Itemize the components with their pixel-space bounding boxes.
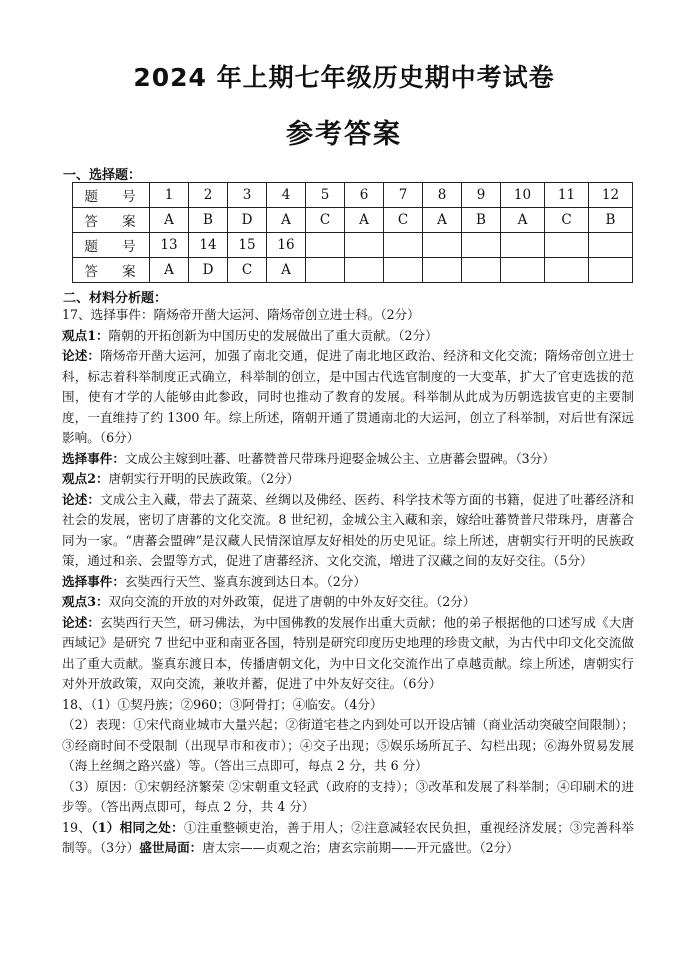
table-cell: B [462, 208, 501, 233]
label: 论述： [62, 491, 101, 507]
text: 玄奘西行天竺、鉴真东渡到达日本。（2分） [124, 573, 366, 589]
table-cell [306, 233, 345, 258]
table-cell [501, 258, 545, 283]
q17-argument-1 [62, 346, 634, 449]
text: 双向交流的开放的对外政策，促进了唐朝的中外友好交往。（2分） [108, 594, 476, 609]
table-cell [384, 258, 423, 283]
table-row-questions-1 [73, 183, 633, 208]
table-cell [501, 233, 545, 258]
table-cell: 4 [267, 183, 306, 208]
table-cell: 16 [267, 233, 306, 258]
table-cell: 10 [501, 183, 545, 208]
table-row-answers-1 [73, 208, 633, 233]
q17-view-3 [62, 592, 634, 613]
table-cell [423, 258, 462, 283]
text: 隋炀帝开凿大运河、隋炀帝创立进士科。（2分） [153, 307, 420, 322]
table-cell: A [345, 208, 384, 233]
table-cell: B [589, 208, 633, 233]
table-cell: 2 [189, 183, 228, 208]
q18-part-3: （3）原因：①宋朝经济繁荣 ②宋朝重文轻武（政府的支持）；③改革和发展了科举制；④印刷术的进步等。（答出两点即可，每点 2 分，共 4 分） [62, 778, 634, 814]
text: 唐太宗——贞观之治；唐玄宗前期——开元盛世。（2分） [202, 840, 519, 855]
prefix: 19、 [62, 819, 92, 835]
table-cell: A [423, 208, 462, 233]
row-label-answer: 答 案 [73, 258, 150, 283]
table-cell [423, 233, 462, 258]
table-cell: 7 [384, 183, 423, 208]
table-cell [462, 233, 501, 258]
table-cell: 15 [228, 233, 267, 258]
table-cell: 3 [228, 183, 267, 208]
table-row-answers-2 [73, 258, 633, 283]
label: 选择事件： [62, 450, 125, 466]
table-cell: A [267, 208, 306, 233]
table-cell [589, 233, 633, 258]
table-cell: C [306, 208, 345, 233]
table-cell [345, 233, 384, 258]
table-cell: A [267, 258, 306, 283]
q17-event-3 [62, 572, 634, 593]
table-cell: C [228, 258, 267, 283]
table-cell [545, 258, 589, 283]
table-cell [589, 258, 633, 283]
label: 观点3： [62, 594, 109, 609]
text: 文成公主入藏，带去了蔬菜、丝绸以及佛经、医药、科学技术等方面的书籍，促进了吐蕃经济和社会的发展，密切了唐蕃的文化交流。8 世纪初，金城公主入藏和亲，嫁给吐蕃赞普尺带珠丹，唐蕃合同为一家。“唐蕃会盟碑”是汉藏人民情深谊厚友好相处的历史见证。综上所述，唐朝实行开明的民族政策，通过和亲、会盟等方式，促进了唐蕃经济、文化交流，增进了汉藏之间的友好交往。（5分） [62, 491, 635, 568]
table-cell [462, 258, 501, 283]
table-row-questions-2 [73, 233, 633, 258]
label: 选择事件： [62, 573, 125, 589]
section-material-analysis-heading: 二、材料分析题： [63, 291, 168, 306]
table-cell: 13 [150, 233, 189, 258]
table-cell: C [545, 208, 589, 233]
label: 观点2： [62, 471, 109, 486]
table-cell: 14 [189, 233, 228, 258]
q17-event-1 [62, 305, 634, 326]
answer-content [62, 305, 634, 859]
table-cell: A [501, 208, 545, 233]
q19-part-1 [62, 818, 634, 859]
table-cell: D [189, 258, 228, 283]
text: ①注重整顿吏治，善于用人；②注意减轻农民负担，重视经济发展；③完善科举制等。（3分） [62, 819, 634, 855]
q18-part-1: 18、（1）①契丹族；②960；③阿骨打；④临安。（4分） [62, 696, 383, 712]
label: （1）相同之处： [91, 819, 184, 835]
table-cell: 8 [423, 183, 462, 208]
q17-argument-3 [62, 613, 634, 695]
q18-part-2: （2）表现：①宋代商业城市大量兴起；②街道宅巷之内到处可以开设店铺（商业活动突破空间限制）；③经商时间不受限制（出现早市和夜市）；④交子出现；⑤娱乐场所瓦子、勾栏出现；⑥海外贸易发展（海上丝绸之路兴盛）等。（答出三点即可，每点 2 分，共 6 分） [62, 717, 634, 773]
table-cell [384, 233, 423, 258]
text: 隋朝的开拓创新为中国历史的发展做出了重大贡献。（2分） [108, 327, 438, 343]
q17-argument-2 [62, 490, 634, 572]
table-cell [306, 258, 345, 283]
exam-title: 2024 年上期七年级历史期中考试卷 [133, 63, 555, 92]
label: 观点1： [62, 327, 109, 343]
table-cell: 9 [462, 183, 501, 208]
table-cell: B [189, 208, 228, 233]
table-cell: C [384, 208, 423, 233]
q17-view-1 [62, 326, 634, 347]
text: 文成公主嫁到吐蕃、吐蕃赞普尺带珠丹迎娶金城公主、立唐蕃会盟碑。（3分） [124, 450, 555, 466]
q17-event-2 [62, 449, 634, 470]
table-cell: 6 [345, 183, 384, 208]
label: 17、选择事件： [62, 307, 154, 322]
table-cell: 5 [306, 183, 345, 208]
section-multiple-choice-heading: 一、选择题： [63, 168, 142, 183]
text: 玄奘西行天竺，研习佛法，为中国佛教的发展作出重大贡献；他的弟子根据他的口述写成《大唐西域记》是研究 7 世纪中亚和南亚各国，特别是研究印度历史地理的珍贵文献，为古代中印文化交流做出了重大贡献。鉴真东渡日本，传播唐朝文化，为中日文化交流作出了卓越贡献。综上所述，唐朝实行对外开放政策，双向交流，兼收并蓄，促进了中外友好交往。（6分） [62, 614, 635, 691]
table-cell [345, 258, 384, 283]
table-cell: 11 [545, 183, 589, 208]
label: 论述： [62, 348, 101, 363]
table-cell: A [150, 208, 189, 233]
label: 论述： [62, 614, 101, 630]
table-cell: 1 [150, 183, 189, 208]
row-label-answer: 答 案 [73, 208, 150, 233]
label: 盛世局面： [139, 840, 203, 855]
table-cell: 12 [589, 183, 633, 208]
table-cell: D [228, 208, 267, 233]
text: 唐朝实行开明的民族政策。（2分） [108, 471, 300, 486]
text: 隋炀帝开凿大运河，加强了南北交通，促进了南北地区政治、经济和文化交流；隋炀帝创立进士科，标志着科举制度正式确立，科举制的创立，是中国古代选官制度的一大变革，扩大了官吏选拔的范围，使有才学的人能够由此参政，同时也推动了教育的发展。科举制从此成为历朝选拔官吏的主要制度，一直维持了约 1300 年。综上所述，隋朝开通了贯通南北的大运河，创立了科举制，对后世有深远影响。（6分） [62, 348, 635, 445]
table-cell [545, 233, 589, 258]
q17-view-2 [62, 469, 634, 490]
answer-table [72, 182, 633, 283]
table-cell: A [150, 258, 189, 283]
row-label-question: 题 号 [73, 233, 150, 258]
row-label-question: 题 号 [73, 183, 150, 208]
answer-key-subtitle: 参考答案 [286, 119, 402, 150]
